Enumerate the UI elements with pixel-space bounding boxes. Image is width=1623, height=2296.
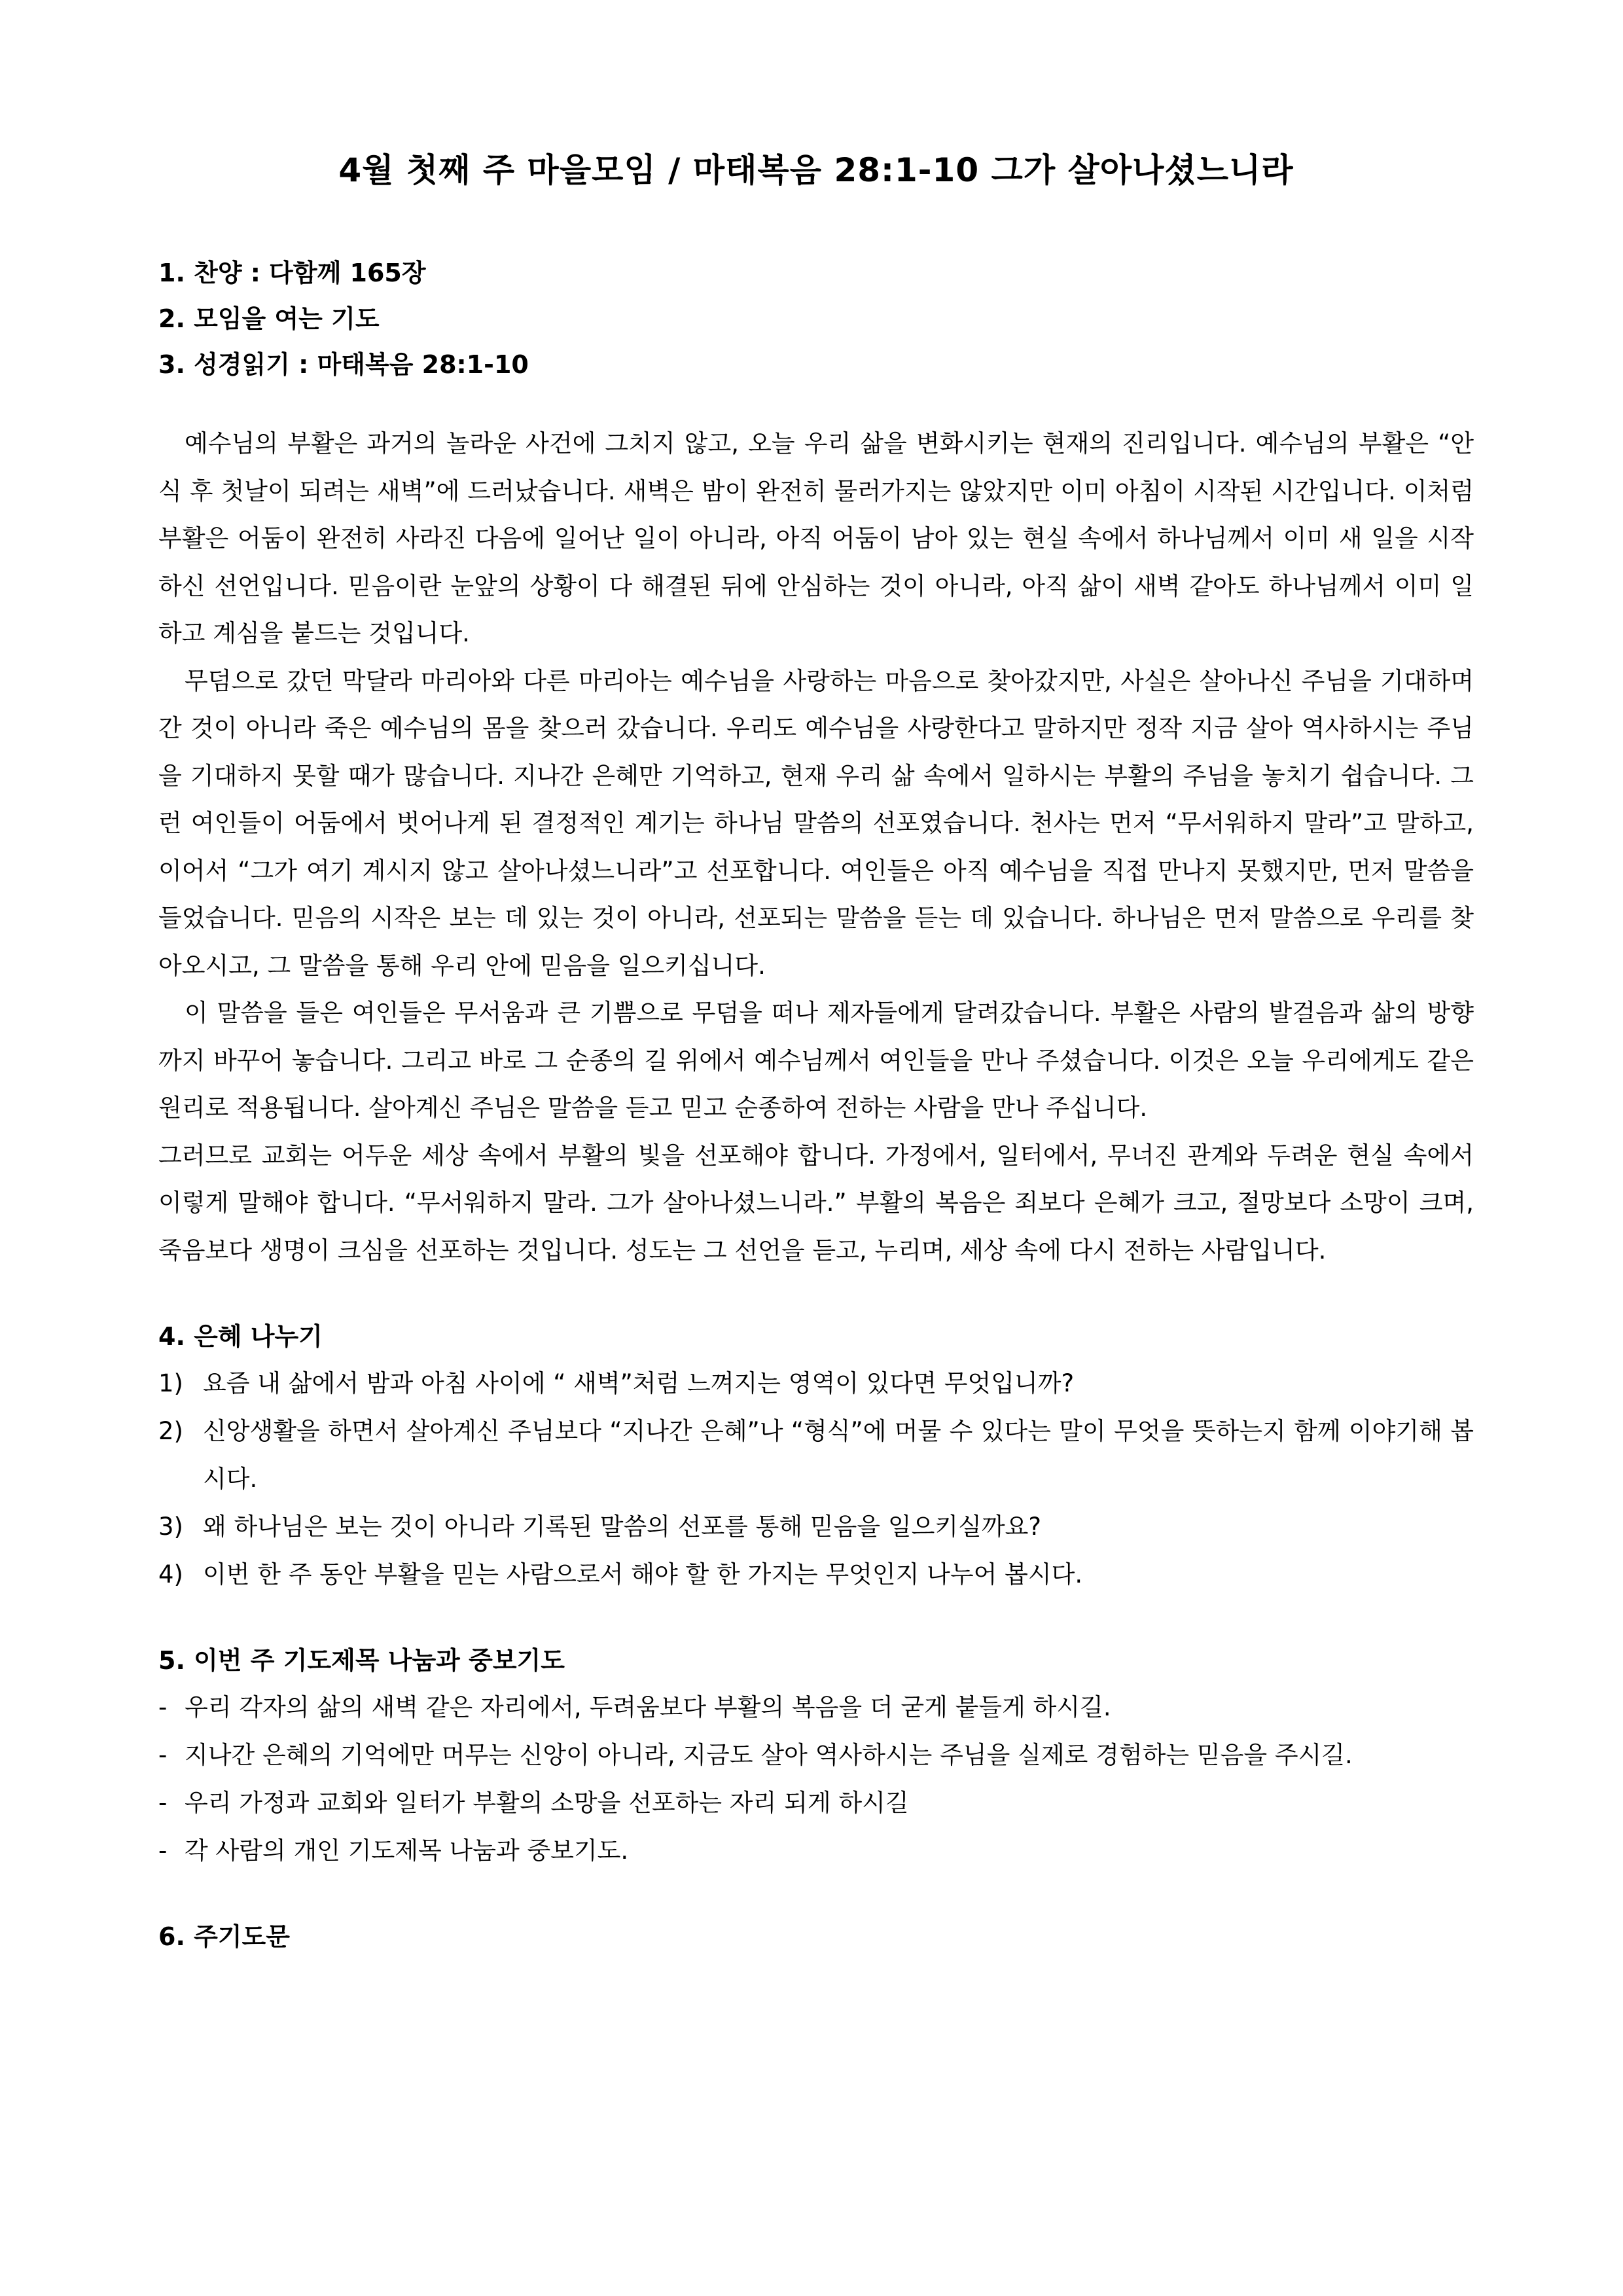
prayer-section bbox=[158, 1638, 1474, 1874]
order-item-prayer: 2. 모임을 여는 기도 bbox=[158, 304, 380, 333]
list-item: - 우리 가정과 교회와 일터가 부활의 소망을 선포하는 자리 되게 하시길 bbox=[158, 1779, 1474, 1827]
list-item: - 우리 각자의 삶의 새벽 같은 자리에서, 두려움보다 부활의 복음을 더 굳게 붙들게 하시길. bbox=[158, 1683, 1474, 1731]
prayer-item-text: 지나간 은혜의 기억에만 머무는 신앙이 아니라, 지금도 살아 역사하시는 주님을 실제로 경험하는 믿음을 주시길. bbox=[185, 1741, 1353, 1769]
question-number: 3) bbox=[158, 1513, 183, 1541]
sermon-body bbox=[158, 420, 1474, 1274]
sermon-paragraph: 예수님의 부활은 과거의 놀라운 사건에 그치지 않고, 오늘 우리 삶을 변화시키는 현재의 진리입니다. 예수님의 부활은 “안식 후 첫날이 되려는 새벽”에 드러났습니다. 새벽은 밤이 완전히 물러가지는 않았지만 이미 아침이 시작된 시간입니다. 이처럼 부활은 어둠이 완전히 사라진 다음에 일어난 일이 아니라, 아직 어둠이 남아 있는 현실 속에서 하나님께서 이미 새 일을 시작하신 선언입니다. 믿음이란 눈앞의 상황이 다 해결된 뒤에 안심하는 것이 아니라, 아직 삶이 새벽 같아도 하나님께서 이미 일하고 계심을 붙드는 것입니다. bbox=[158, 429, 1474, 647]
question-number: 4) bbox=[158, 1560, 183, 1588]
sermon-paragraph: 그러므로 교회는 어두운 세상 속에서 부활의 빛을 선포해야 합니다. 가정에서, 일터에서, 무너진 관계와 두려운 현실 속에서 이렇게 말해야 합니다. “무서워하지 말라. 그가 살아나셨느니라.” 부활의 복음은 죄보다 은혜가 크고, 절망보다 소망이 크며, 죽음보다 생명이 크심을 선포하는 것입니다. 성도는 그 선언을 듣고, 누리며, 세상 속에 다시 전하는 사람입니다. bbox=[158, 1141, 1474, 1265]
order-item-scripture: 3. 성경읽기 : 마태복음 28:1-10 bbox=[158, 350, 529, 379]
prayer-heading: 5. 이번 주 기도제목 나눔과 중보기도 bbox=[158, 1646, 565, 1675]
prayer-item-text: 각 사람의 개인 기도제목 나눔과 중보기도. bbox=[185, 1837, 629, 1865]
question-text: 요즘 내 삶에서 밤과 아침 사이에 “ 새벽”처럼 느껴지는 영역이 있다면 무엇입니까? bbox=[203, 1369, 1075, 1397]
sermon-paragraph: 무덤으로 갔던 막달라 마리아와 다른 마리아는 예수님을 사랑하는 마음으로 찾아갔지만, 사실은 살아나신 주님을 기대하며 간 것이 아니라 죽은 예수님의 몸을 찾으러 갔습니다. 우리도 예수님을 사랑한다고 말하지만 정작 지금 살아 역사하시는 주님을 기대하지 못할 때가 많습니다. 지나간 은혜만 기억하고, 현재 우리 삶 속에서 일하시는 부활의 주님을 놓치기 쉽습니다. 그런 여인들이 어둠에서 벗어나게 된 결정적인 계기는 하나님 말씀의 선포였습니다. 천사는 먼저 “무서워하지 말라”고 말하고, 이어서 “그가 여기 계시지 않고 살아나셨느니라”고 선포합니다. 여인들은 아직 예수님을 직접 만나지 못했지만, 먼저 말씀을 들었습니다. 믿음의 시작은 보는 데 있는 것이 아니라, 선포되는 말씀을 듣는 데 있습니다. 하나님은 먼저 말씀으로 우리를 찾아오시고, 그 말씀을 통해 우리 안에 믿음을 일으키십니다. bbox=[158, 666, 1474, 980]
document-title: 4월 첫째 주 마을모임 / 마태복음 28:1-10 그가 살아나셨느니라 bbox=[338, 151, 1294, 189]
question-number: 1) bbox=[158, 1369, 183, 1397]
sharing-heading: 4. 은혜 나누기 bbox=[158, 1322, 323, 1351]
prayer-items bbox=[158, 1683, 1474, 1874]
list-item bbox=[158, 1407, 1474, 1503]
sharing-questions bbox=[158, 1359, 1474, 1598]
question-text: 왜 하나님은 보는 것이 아니라 기록된 말씀의 선포를 통해 믿음을 일으키실까요? bbox=[203, 1513, 1041, 1541]
list-item bbox=[158, 1359, 1474, 1407]
list-item bbox=[158, 1551, 1474, 1598]
list-item bbox=[158, 1503, 1474, 1551]
prayer-item-text: 우리 각자의 삶의 새벽 같은 자리에서, 두려움보다 부활의 복음을 더 굳게 붙들게 하시길. bbox=[185, 1693, 1111, 1721]
question-text: 신앙생활을 하면서 살아계신 주님보다 “지나간 은혜”나 “형식”에 머물 수 있다는 말이 무엇을 뜻하는지 함께 이야기해 봅시다. bbox=[203, 1417, 1474, 1493]
closing-heading: 6. 주기도문 bbox=[158, 1922, 290, 1951]
question-text: 이번 한 주 동안 부활을 믿는 사람으로서 해야 할 한 가지는 무엇인지 나누어 봅시다. bbox=[203, 1560, 1083, 1588]
prayer-item-text: 우리 가정과 교회와 일터가 부활의 소망을 선포하는 자리 되게 하시길 bbox=[185, 1789, 909, 1817]
list-item: - 각 사람의 개인 기도제목 나눔과 중보기도. bbox=[158, 1827, 1474, 1874]
worship-order bbox=[158, 250, 1474, 387]
sermon-paragraph: 이 말씀을 들은 여인들은 무서움과 큰 기쁨으로 무덤을 떠나 제자들에게 달려갔습니다. 부활은 사람의 발걸음과 삶의 방향까지 바꾸어 놓습니다. 그리고 바로 그 순종의 길 위에서 예수님께서 여인들을 만나 주셨습니다. 이것은 오늘 우리에게도 같은 원리로 적용됩니다. 살아계신 주님은 말씀을 듣고 믿고 순종하여 전하는 사람을 만나 주십니다. bbox=[158, 999, 1474, 1122]
question-number: 2) bbox=[158, 1417, 183, 1445]
list-item: - 지나간 은혜의 기억에만 머무는 신앙이 아니라, 지금도 살아 역사하시는 주님을 실제로 경험하는 믿음을 주시길. bbox=[158, 1731, 1474, 1779]
document-page bbox=[158, 144, 1474, 1960]
order-item-hymn: 1. 찬양 : 다함께 165장 bbox=[158, 259, 426, 287]
sharing-section bbox=[158, 1314, 1474, 1598]
